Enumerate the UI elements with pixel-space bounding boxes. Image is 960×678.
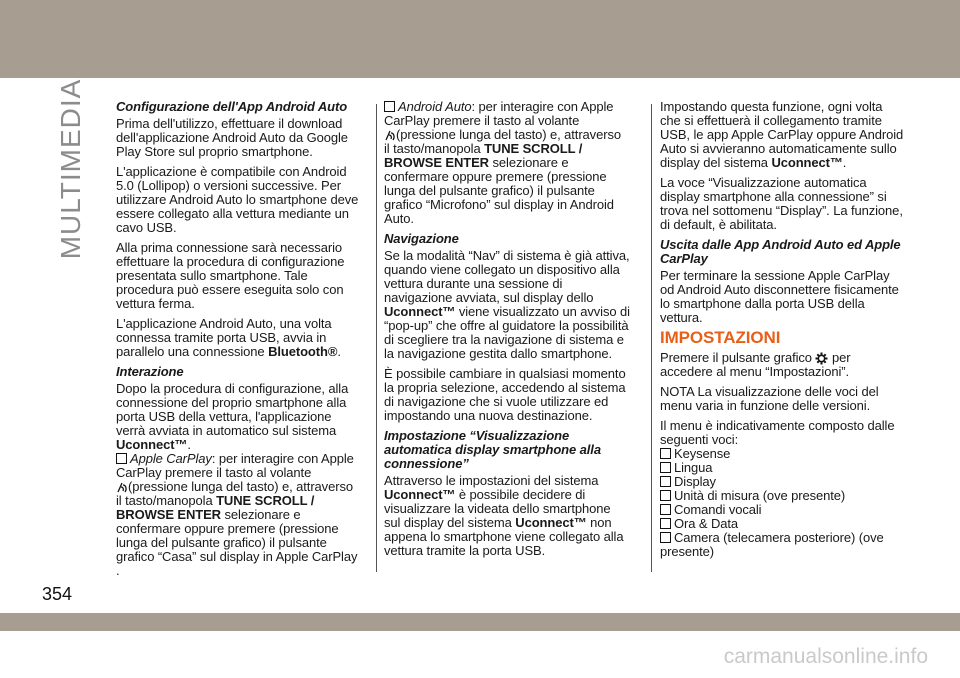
- paragraph: Il menu è indicativamente composto dalle seguenti voci:: [660, 418, 895, 447]
- heading-navigazione: Navigazione: [384, 231, 459, 246]
- watermark: carmanualsonline.info: [723, 645, 928, 668]
- list-item: Unità di misura (ove presente): [660, 489, 906, 503]
- column-divider: [376, 104, 377, 572]
- footer: [0, 631, 960, 678]
- column-3: [660, 100, 906, 574]
- settings-menu-list: [660, 447, 906, 559]
- paragraph: Attraverso le impostazioni del sistema Uconnect™ è possibile decidere di visualizzare la videata dello smartphone sul display del sistema Uconnect™ non appena lo smartphone viene collegato alla vettura tramite la porta USB.: [384, 473, 624, 558]
- heading-uscita: Uscita dalle App Android Auto ed Apple CarPlay: [660, 237, 901, 266]
- paragraph: L'applicazione Android Auto, una volta connessa tramite porta USB, avvia in parallelo una connessione Bluetooth®.: [116, 316, 341, 359]
- list-item-android: Android Auto: per interagire con Apple CarPlay premere il tasto al volante (pressione lunga del tasto) e, attraverso il tasto/manopola TUNE SCROLL / BROWSE ENTER selezionare e confermare oppure premere (pressione lunga del pulsante grafico) il pulsante grafico “Microfono” sul display in Android Auto.: [384, 99, 621, 226]
- paragraph: Per terminare la sessione Apple CarPlay od Android Auto disconnettere fisicamente lo smartphone dalla porta USB della vettura.: [660, 268, 899, 325]
- section-tab: [55, 78, 86, 260]
- list-item: Keysense: [660, 447, 906, 461]
- list-item: Lingua: [660, 461, 906, 475]
- checkbox-square-icon: [116, 453, 127, 464]
- paragraph: Premere il pulsante grafico per accedere al menu “Impostazioni”.: [660, 350, 851, 379]
- paragraph: Dopo la procedura di configurazione, alla connessione del proprio smartphone alla porta USB della vettura, l'applicazione verrà avviata in automatico sul sistema Uconnect™.: [116, 381, 349, 452]
- column-1: [116, 99, 362, 578]
- column-2: [384, 100, 630, 574]
- list-item: Comandi vocali: [660, 503, 906, 517]
- bottom-band: [0, 613, 960, 631]
- heading-impostazioni: IMPOSTAZIONI: [660, 328, 781, 347]
- checkbox-square-icon: [384, 101, 395, 112]
- paragraph: La voce “Visualizzazione automatica display smartphone alla connessione” si trova nel sottomenu “Display”. La funzione, di default, è abilitata.: [660, 175, 903, 232]
- top-band: [0, 0, 960, 78]
- checkbox-square-icon: [660, 490, 671, 501]
- checkbox-square-icon: [660, 448, 671, 459]
- list-item-carplay: Apple CarPlay: per interagire con Apple CarPlay premere il tasto al volante (pressione lunga del tasto) e, attraverso il tasto/manopola TUNE SCROLL / BROWSE ENTER selezionare e confermare oppure premere (pressione lunga del pulsante grafico) il pulsante grafico “Casa” sul display in Apple CarPlay .: [116, 451, 358, 578]
- checkbox-square-icon: [660, 476, 671, 487]
- page-number: 354: [42, 584, 73, 604]
- checkbox-square-icon: [660, 504, 671, 515]
- list-item: Ora & Data: [660, 517, 906, 531]
- paragraph: Alla prima connessione sarà necessario effettuare la procedura di configurazione presentata sullo smartphone. Tale procedura può essere eseguita solo con vettura ferma.: [116, 240, 345, 311]
- paragraph: È possibile cambiare in qualsiasi momento la propria selezione, accedendo al sistema di navigazione che si vuole utilizzare ed impostando una nuova destinazione.: [384, 366, 626, 423]
- paragraph: Prima dell'utilizzo, effettuare il download dell'applicazione Android Auto da Google Play Store sul proprio smartphone.: [116, 116, 348, 159]
- paragraph: Impostando questa funzione, ogni volta che si effettuerà il collegamento tramite USB, le app Apple CarPlay oppure Android Auto si avvieranno automaticamente sullo display del sistema Uconnect™.: [660, 99, 904, 170]
- column-divider: [651, 104, 652, 572]
- checkbox-square-icon: [660, 518, 671, 529]
- heading-config: Configurazione dell'App Android Auto: [116, 99, 348, 114]
- heading-impostazione: Impostazione “Visualizzazione automatica display smartphone alla connessione”: [384, 428, 601, 471]
- paragraph: Se la modalità “Nav” di sistema è già attiva, quando viene collegato un dispositivo alla vettura durante una sessione di navigazione avviata, sul display dello Uconnect™ viene visualizzato un avviso di “pop-up” che offre al guidatore la possibilità di scegliere tra la navigazione di sistema e la navigazione gestita dallo smartphone.: [384, 248, 630, 361]
- paragraph: L'applicazione è compatibile con Android 5.0 (Lollipop) o versioni successive. Per utilizzare Android Auto lo smartphone deve essere collegato alla vettura mediante un cavo USB.: [116, 164, 359, 235]
- checkbox-square-icon: [660, 462, 671, 473]
- section-tab-label: MULTIMEDIA: [55, 78, 86, 260]
- checkbox-square-icon: [660, 532, 671, 543]
- list-item: Camera (telecamera posteriore) (ove presente): [660, 530, 884, 559]
- list-item: Display: [660, 475, 906, 489]
- paragraph: NOTA La visualizzazione delle voci del menu varia in funzione delle versioni.: [660, 384, 879, 413]
- heading-interazione: Interazione: [116, 364, 184, 379]
